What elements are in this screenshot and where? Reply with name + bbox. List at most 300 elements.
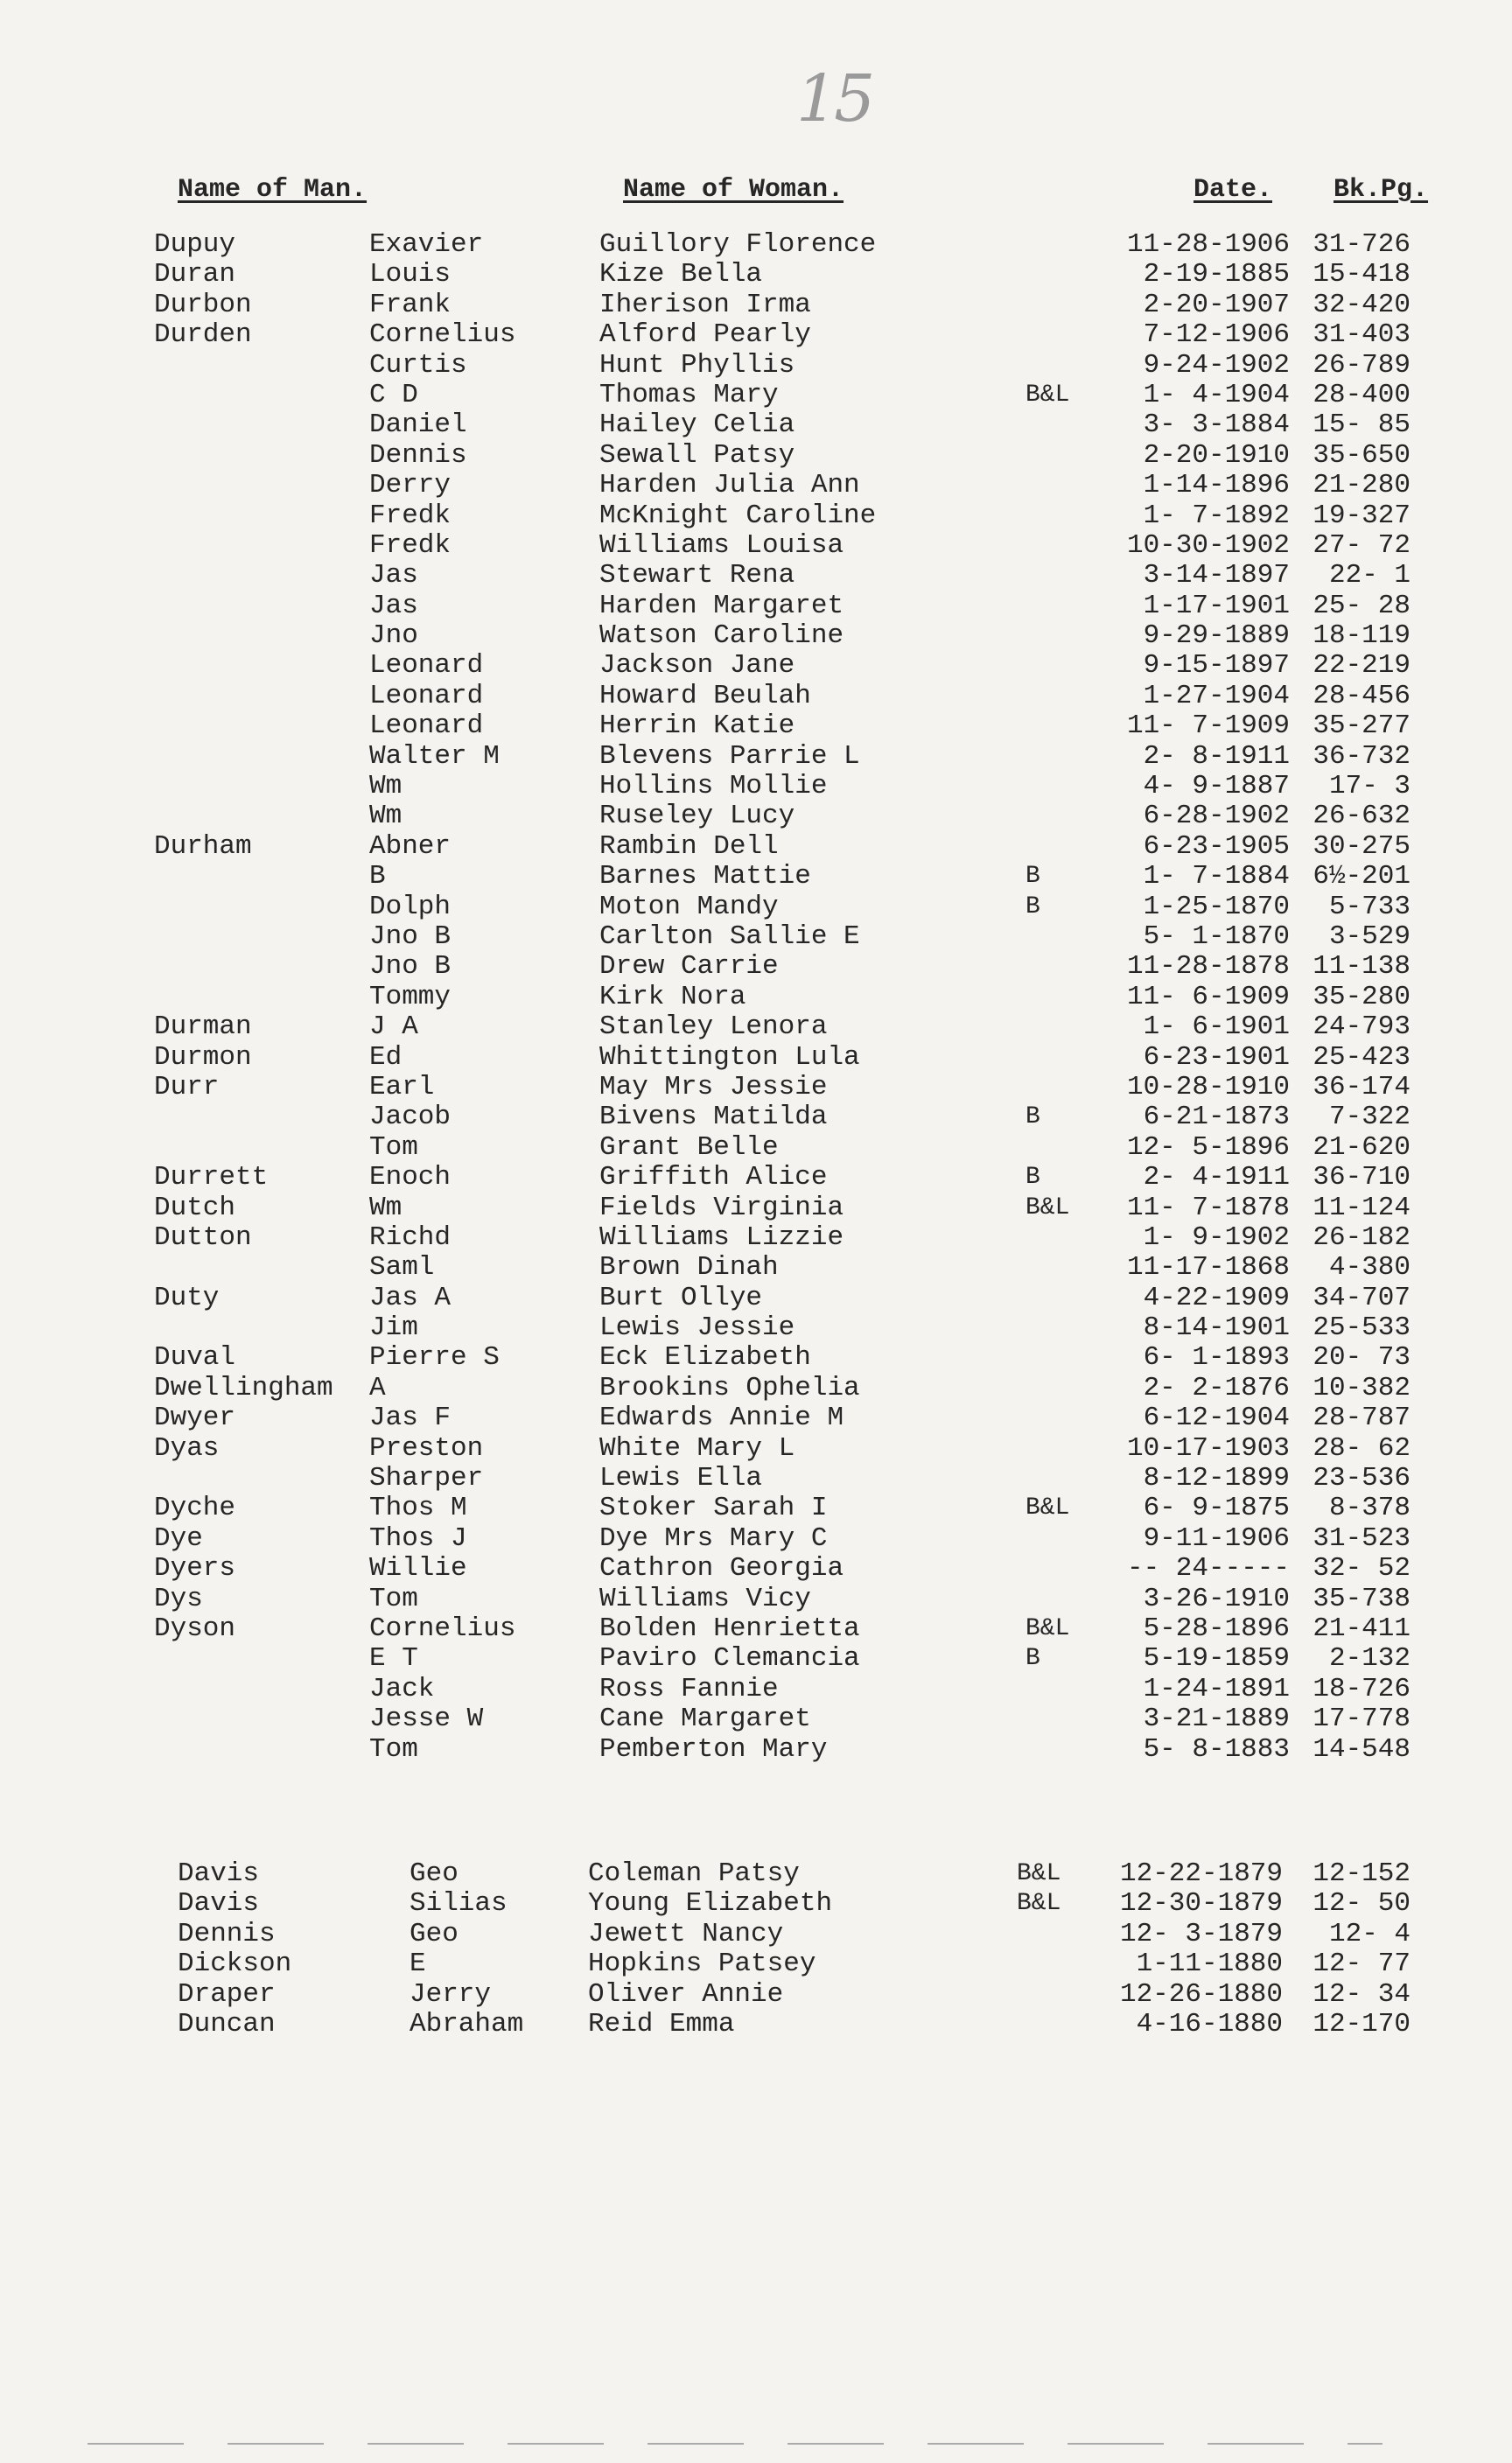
book-page-cell: 28-400 (1312, 379, 1410, 410)
book-page-cell: 36-732 (1312, 740, 1410, 772)
given-name-cell: Abner (369, 830, 452, 862)
woman-name-cell: Hopkins Patsey (588, 1949, 816, 1980)
table-row (0, 351, 1512, 381)
table-row (0, 441, 1512, 471)
woman-name-cell: Alford Pearly (599, 319, 811, 351)
woman-name-cell: Sewall Patsy (599, 439, 795, 471)
table-row (0, 1920, 1512, 1949)
given-name-cell: Abraham (410, 2008, 524, 2040)
woman-name-cell: Watson Caroline (599, 620, 844, 652)
book-page-cell: 17- 3 (1328, 771, 1410, 802)
book-page-cell: 2-132 (1328, 1643, 1410, 1675)
book-page-cell: 26-789 (1312, 349, 1410, 381)
date-cell: 3-21-1889 (1143, 1704, 1290, 1735)
woman-name-cell: Williams Lizzie (599, 1221, 844, 1253)
surname-cell: Davis (178, 1858, 260, 1889)
woman-name-cell: Iherison Irma (599, 289, 811, 320)
woman-name-cell: Guillory Florence (599, 229, 877, 260)
table-row (0, 682, 1512, 711)
table-row (0, 772, 1512, 801)
mark-cell: B (1026, 892, 1040, 920)
date-cell: 5-19-1859 (1143, 1643, 1290, 1675)
page-number: 15 (796, 61, 872, 136)
date-cell: 2-20-1907 (1143, 289, 1290, 320)
table-row (0, 2010, 1512, 2040)
book-page-cell: 8-378 (1328, 1493, 1410, 1524)
table-row (0, 983, 1512, 1012)
date-cell: 1-27-1904 (1143, 680, 1290, 711)
mark-cell: B (1026, 863, 1040, 891)
woman-name-cell: Moton Mandy (599, 891, 779, 922)
table-row (0, 742, 1512, 772)
given-name-cell: Thos M (369, 1493, 467, 1524)
book-page-cell: 32- 52 (1312, 1553, 1410, 1585)
given-name-cell: Jas F (369, 1403, 452, 1434)
table-row (0, 1585, 1512, 1614)
date-cell: 1- 9-1902 (1143, 1221, 1290, 1253)
given-name-cell: J A (369, 1011, 418, 1043)
date-cell: 4-16-1880 (1136, 2008, 1283, 2040)
date-cell: 5-28-1896 (1143, 1613, 1290, 1644)
woman-name-cell: Stanley Lenora (599, 1011, 828, 1043)
table-row (0, 862, 1512, 892)
date-cell: 4- 9-1887 (1143, 771, 1290, 802)
book-page-cell: 24-793 (1312, 1011, 1410, 1043)
date-cell: 12- 5-1896 (1126, 1131, 1290, 1163)
book-page-cell: 31-403 (1312, 319, 1410, 351)
date-cell: 6- 1-1893 (1143, 1342, 1290, 1374)
date-cell: 1- 6-1901 (1143, 1011, 1290, 1043)
table-row (0, 1193, 1512, 1223)
header-book-page: Bk.Pg. (1334, 175, 1429, 205)
woman-name-cell: Whittington Lula (599, 1041, 860, 1073)
given-name-cell: Earl (369, 1071, 435, 1102)
table-row (0, 1284, 1512, 1313)
table-row (0, 1133, 1512, 1163)
woman-name-cell: Bivens Matilda (599, 1102, 828, 1133)
given-name-cell: Geo (410, 1918, 458, 1949)
table-row (0, 410, 1512, 440)
book-page-cell: 25-533 (1312, 1312, 1410, 1344)
mark-cell: B (1026, 1645, 1040, 1673)
surname-cell: Dyas (154, 1432, 220, 1464)
date-cell: 5- 8-1883 (1143, 1733, 1290, 1765)
given-name-cell: Jas (369, 560, 418, 591)
book-page-cell: 26-182 (1312, 1221, 1410, 1253)
given-name-cell: Tommy (369, 981, 452, 1012)
woman-name-cell: Blevens Parrie L (599, 740, 860, 772)
table-row (0, 320, 1512, 350)
date-cell: 11- 7-1909 (1126, 710, 1290, 742)
date-cell: 1-14-1896 (1143, 470, 1290, 501)
date-cell: 6-28-1902 (1143, 801, 1290, 832)
date-cell: 5- 1-1870 (1143, 920, 1290, 952)
woman-name-cell: Burt Ollye (599, 1282, 763, 1313)
surname-cell: Durman (154, 1011, 252, 1043)
given-name-cell: A (369, 1372, 386, 1403)
table-row (0, 1403, 1512, 1433)
woman-name-cell: Lewis Ella (599, 1463, 763, 1494)
given-name-cell: Fredk (369, 529, 452, 561)
woman-name-cell: Howard Beulah (599, 680, 811, 711)
surname-cell: Dwellingham (154, 1372, 333, 1403)
given-name-cell: E (410, 1949, 426, 1980)
book-page-cell: 31-523 (1312, 1522, 1410, 1554)
date-cell: 2- 8-1911 (1143, 740, 1290, 772)
given-name-cell: Enoch (369, 1162, 452, 1193)
woman-name-cell: Barnes Mattie (599, 861, 811, 892)
table-row (0, 711, 1512, 741)
surname-cell: Dyche (154, 1493, 236, 1524)
table-row (0, 1012, 1512, 1042)
woman-name-cell: Kize Bella (599, 259, 763, 290)
woman-name-cell: Carlton Sallie E (599, 920, 860, 952)
given-name-cell: Curtis (369, 349, 467, 381)
surname-cell: Duran (154, 259, 236, 290)
woman-name-cell: Grant Belle (599, 1131, 779, 1163)
table-row (0, 230, 1512, 260)
woman-name-cell: Lewis Jessie (599, 1312, 795, 1344)
woman-name-cell: Dye Mrs Mary C (599, 1522, 828, 1554)
date-cell: 1-24-1891 (1143, 1673, 1290, 1704)
date-cell: 8-12-1899 (1143, 1463, 1290, 1494)
given-name-cell: Leonard (369, 680, 484, 711)
given-name-cell: Jesse W (369, 1704, 484, 1735)
woman-name-cell: Cane Margaret (599, 1704, 811, 1735)
date-cell: 4-22-1909 (1143, 1282, 1290, 1313)
surname-cell: Davis (178, 1888, 260, 1920)
woman-name-cell: Brookins Ophelia (599, 1372, 860, 1403)
woman-name-cell: Ross Fannie (599, 1673, 779, 1704)
table-row (0, 561, 1512, 591)
table-row (0, 832, 1512, 862)
table-row (0, 1434, 1512, 1464)
given-name-cell: Sharper (369, 1463, 484, 1494)
woman-name-cell: May Mrs Jessie (599, 1071, 828, 1102)
given-name-cell: Walter M (369, 740, 500, 772)
given-name-cell: Leonard (369, 650, 484, 682)
table-row (0, 1644, 1512, 1674)
book-page-cell: 36-174 (1312, 1071, 1410, 1102)
book-page-cell: 11-124 (1312, 1192, 1410, 1223)
given-name-cell: Pierre S (369, 1342, 500, 1374)
given-name-cell: Derry (369, 470, 452, 501)
date-cell: 1- 7-1884 (1143, 861, 1290, 892)
date-cell: 12-22-1879 (1119, 1858, 1283, 1889)
table-row (0, 1313, 1512, 1343)
given-name-cell: Jno (369, 620, 418, 652)
book-page-cell: 21-411 (1312, 1613, 1410, 1644)
mark-cell: B (1026, 1103, 1040, 1131)
book-page-cell: 22- 1 (1328, 560, 1410, 591)
woman-name-cell: Coleman Patsy (588, 1858, 800, 1889)
table-row (0, 1343, 1512, 1373)
given-name-cell: Jno B (369, 951, 452, 983)
woman-name-cell: Young Elizabeth (588, 1888, 833, 1920)
book-page-cell: 32-420 (1312, 289, 1410, 320)
surname-cell: Durden (154, 319, 252, 351)
book-page-cell: 18-726 (1312, 1673, 1410, 1704)
date-cell: 9-29-1889 (1143, 620, 1290, 652)
table-row (0, 1554, 1512, 1584)
surname-cell: Durr (154, 1071, 220, 1102)
marriage-records-addendum-table (0, 1859, 1512, 2040)
woman-name-cell: Hunt Phyllis (599, 349, 795, 381)
date-cell: 11-17-1868 (1126, 1252, 1290, 1284)
date-cell: 6-23-1905 (1143, 830, 1290, 862)
given-name-cell: Wm (369, 1192, 402, 1223)
date-cell: 3- 3-1884 (1143, 409, 1290, 441)
woman-name-cell: Hollins Mollie (599, 771, 828, 802)
given-name-cell: Willie (369, 1553, 467, 1585)
date-cell: 1-17-1901 (1143, 590, 1290, 621)
table-row (0, 1859, 1512, 1889)
given-name-cell: Jim (369, 1312, 418, 1344)
book-page-cell: 6½-201 (1312, 861, 1410, 892)
table-row (0, 1494, 1512, 1523)
table-row (0, 1704, 1512, 1734)
given-name-cell: Exavier (369, 229, 484, 260)
mark-cell: B (1026, 1164, 1040, 1192)
surname-cell: Dwyer (154, 1403, 236, 1434)
given-name-cell: E T (369, 1643, 418, 1675)
given-name-cell: Dennis (369, 439, 467, 471)
date-cell: 2- 2-1876 (1143, 1372, 1290, 1403)
woman-name-cell: Griffith Alice (599, 1162, 828, 1193)
book-page-cell: 35-738 (1312, 1583, 1410, 1614)
woman-name-cell: Brown Dinah (599, 1252, 779, 1284)
table-row (0, 1949, 1512, 1979)
given-name-cell: Jno B (369, 920, 452, 952)
book-page-cell: 25-423 (1312, 1041, 1410, 1073)
given-name-cell: Jacob (369, 1102, 452, 1133)
given-name-cell: Saml (369, 1252, 435, 1284)
woman-name-cell: Hailey Celia (599, 409, 795, 441)
given-name-cell: Thos J (369, 1522, 467, 1554)
table-row (0, 1464, 1512, 1494)
table-row (0, 471, 1512, 500)
woman-name-cell: Bolden Henrietta (599, 1613, 860, 1644)
date-cell: 1- 4-1904 (1143, 379, 1290, 410)
table-row (0, 1102, 1512, 1132)
table-row (0, 801, 1512, 831)
table-row (0, 1374, 1512, 1403)
woman-name-cell: Harden Julia Ann (599, 470, 860, 501)
date-cell: 10-28-1910 (1126, 1071, 1290, 1102)
table-row (0, 1675, 1512, 1704)
given-name-cell: B (369, 861, 386, 892)
date-cell: 8-14-1901 (1143, 1312, 1290, 1344)
given-name-cell: Tom (369, 1131, 418, 1163)
surname-cell: Durmon (154, 1041, 252, 1073)
date-cell: 10-30-1902 (1126, 529, 1290, 561)
woman-name-cell: Edwards Annie M (599, 1403, 844, 1434)
date-cell: 6-23-1901 (1143, 1041, 1290, 1073)
date-cell: 10-17-1903 (1126, 1432, 1290, 1464)
given-name-cell: Tom (369, 1583, 418, 1614)
given-name-cell: Jerry (410, 1978, 492, 2010)
table-row (0, 1735, 1512, 1765)
surname-cell: Draper (178, 1978, 276, 2010)
date-cell: 9-24-1902 (1143, 349, 1290, 381)
date-cell: 3-14-1897 (1143, 560, 1290, 591)
mark-cell: B&L (1017, 1890, 1061, 1918)
woman-name-cell: Ruseley Lucy (599, 801, 795, 832)
date-cell: 3-26-1910 (1143, 1583, 1290, 1614)
woman-name-cell: Harden Margaret (599, 590, 844, 621)
table-row (0, 381, 1512, 410)
book-page-cell: 14-548 (1312, 1733, 1410, 1765)
given-name-cell: Louis (369, 259, 452, 290)
woman-name-cell: Jewett Nancy (588, 1918, 784, 1949)
given-name-cell: Dolph (369, 891, 452, 922)
book-page-cell: 22-219 (1312, 650, 1410, 682)
date-cell: 11- 6-1909 (1126, 981, 1290, 1012)
date-cell: 2- 4-1911 (1143, 1162, 1290, 1193)
book-page-cell: 28-456 (1312, 680, 1410, 711)
mark-cell: B&L (1026, 1193, 1070, 1221)
marriage-records-table (0, 230, 1512, 1765)
surname-cell: Dutch (154, 1192, 236, 1223)
table-row (0, 290, 1512, 320)
book-page-cell: 12-152 (1312, 1858, 1410, 1889)
book-page-cell: 17-778 (1312, 1704, 1410, 1735)
date-cell: 9-11-1906 (1143, 1522, 1290, 1554)
header-date: Date. (1194, 175, 1273, 205)
woman-name-cell: Eck Elizabeth (599, 1342, 811, 1374)
date-cell: 12-30-1879 (1119, 1888, 1283, 1920)
book-page-cell: 5-733 (1328, 891, 1410, 922)
book-page-cell: 19-327 (1312, 500, 1410, 531)
book-page-cell: 35-650 (1312, 439, 1410, 471)
given-name-cell: Jas (369, 590, 418, 621)
surname-cell: Duncan (178, 2008, 276, 2040)
date-cell: 9-15-1897 (1143, 650, 1290, 682)
woman-name-cell: Jackson Jane (599, 650, 795, 682)
mark-cell: B&L (1026, 381, 1070, 409)
surname-cell: Dye (154, 1522, 203, 1554)
book-page-cell: 12- 77 (1312, 1949, 1410, 1980)
woman-name-cell: Stoker Sarah I (599, 1493, 828, 1524)
given-name-cell: Daniel (369, 409, 467, 441)
table-row (0, 591, 1512, 621)
woman-name-cell: Reid Emma (588, 2008, 735, 2040)
woman-name-cell: Paviro Clemancia (599, 1643, 860, 1675)
table-row (0, 1073, 1512, 1102)
table-row (0, 1223, 1512, 1253)
woman-name-cell: Williams Vicy (599, 1583, 811, 1614)
woman-name-cell: Pemberton Mary (599, 1733, 828, 1765)
woman-name-cell: McKnight Caroline (599, 500, 877, 531)
book-page-cell: 35-280 (1312, 981, 1410, 1012)
header-name-of-woman: Name of Woman. (623, 175, 844, 205)
header-name-of-man: Name of Man. (178, 175, 368, 205)
date-cell: 11- 7-1878 (1126, 1192, 1290, 1223)
book-page-cell: 31-726 (1312, 229, 1410, 260)
table-row (0, 260, 1512, 290)
date-cell: 2-19-1885 (1143, 259, 1290, 290)
book-page-cell: 7-322 (1328, 1102, 1410, 1133)
book-page-cell: 12- 4 (1328, 1918, 1410, 1949)
table-row (0, 621, 1512, 651)
book-page-cell: 11-138 (1312, 951, 1410, 983)
given-name-cell: Leonard (369, 710, 484, 742)
date-cell: 1-25-1870 (1143, 891, 1290, 922)
mark-cell: B&L (1026, 1494, 1070, 1522)
date-cell: 6-12-1904 (1143, 1403, 1290, 1434)
table-row (0, 1524, 1512, 1554)
table-row (0, 1163, 1512, 1193)
book-page-cell: 28-787 (1312, 1403, 1410, 1434)
woman-name-cell: Drew Carrie (599, 951, 779, 983)
date-cell: 11-28-1906 (1126, 229, 1290, 260)
date-cell: 2-20-1910 (1143, 439, 1290, 471)
given-name-cell: Tom (369, 1733, 418, 1765)
table-row (0, 501, 1512, 531)
surname-cell: Durrett (154, 1162, 269, 1193)
book-page-cell: 25- 28 (1312, 590, 1410, 621)
book-page-cell: 28- 62 (1312, 1432, 1410, 1464)
given-name-cell: Ed (369, 1041, 402, 1073)
book-page-cell: 10-382 (1312, 1372, 1410, 1403)
book-page-cell: 12-170 (1312, 2008, 1410, 2040)
table-row (0, 1980, 1512, 2010)
given-name-cell: Cornelius (369, 319, 516, 351)
surname-cell: Dutton (154, 1221, 252, 1253)
surname-cell: Dennis (178, 1918, 276, 1949)
date-cell: 1- 7-1892 (1143, 500, 1290, 531)
book-page-cell: 23-536 (1312, 1463, 1410, 1494)
bottom-rule (88, 2443, 1382, 2445)
surname-cell: Dupuy (154, 229, 236, 260)
book-page-cell: 30-275 (1312, 830, 1410, 862)
surname-cell: Duval (154, 1342, 236, 1374)
book-page-cell: 4-380 (1328, 1252, 1410, 1284)
given-name-cell: Jas A (369, 1282, 452, 1313)
table-row (0, 1253, 1512, 1283)
book-page-cell: 18-119 (1312, 620, 1410, 652)
given-name-cell: Frank (369, 289, 452, 320)
book-page-cell: 21-620 (1312, 1131, 1410, 1163)
date-cell: 11-28-1878 (1126, 951, 1290, 983)
book-page-cell: 34-707 (1312, 1282, 1410, 1313)
table-row (0, 1043, 1512, 1073)
book-page-cell: 3-529 (1328, 920, 1410, 952)
woman-name-cell: Kirk Nora (599, 981, 746, 1012)
given-name-cell: Preston (369, 1432, 484, 1464)
woman-name-cell: Stewart Rena (599, 560, 795, 591)
date-cell: 12-26-1880 (1119, 1978, 1283, 2010)
book-page-cell: 21-280 (1312, 470, 1410, 501)
book-page-cell: 12- 50 (1312, 1888, 1410, 1920)
given-name-cell: Geo (410, 1858, 458, 1889)
given-name-cell: Jack (369, 1673, 435, 1704)
given-name-cell: Richd (369, 1221, 452, 1253)
given-name-cell: C D (369, 379, 418, 410)
woman-name-cell: Oliver Annie (588, 1978, 784, 2010)
book-page-cell: 36-710 (1312, 1162, 1410, 1193)
book-page-cell: 35-277 (1312, 710, 1410, 742)
book-page-cell: 26-632 (1312, 801, 1410, 832)
surname-cell: Durbon (154, 289, 252, 320)
date-cell: 1-11-1880 (1136, 1949, 1283, 1980)
table-row (0, 531, 1512, 561)
date-cell: -- 24----- (1126, 1553, 1290, 1585)
date-cell: 12- 3-1879 (1119, 1918, 1283, 1949)
date-cell: 7-12-1906 (1143, 319, 1290, 351)
date-cell: 6- 9-1875 (1143, 1493, 1290, 1524)
given-name-cell: Wm (369, 801, 402, 832)
